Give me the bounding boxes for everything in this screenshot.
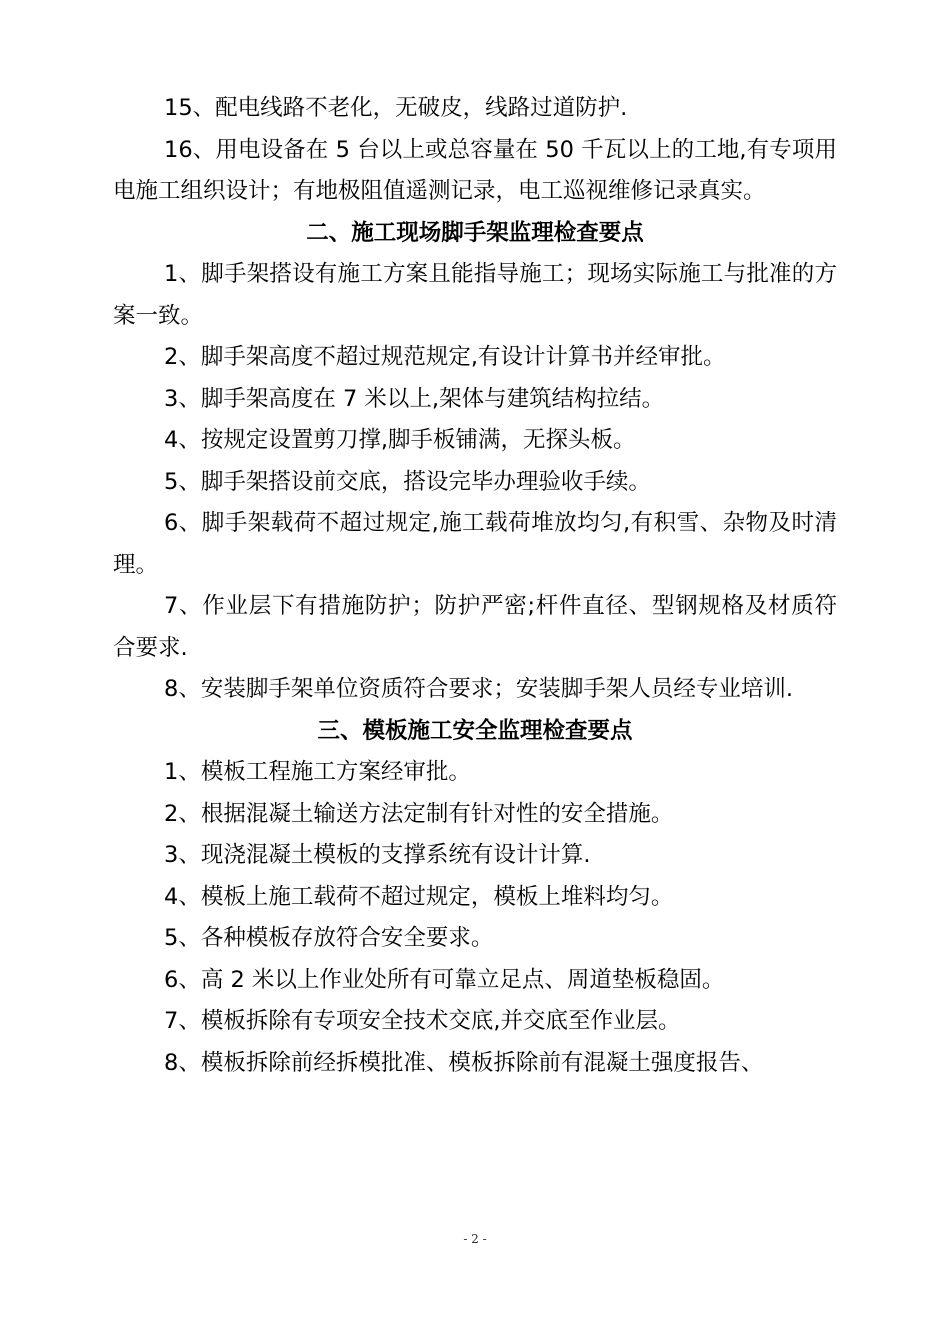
list-item: 5、各种模板存放符合安全要求。 [164, 925, 494, 951]
paragraph: 15、配电线路不老化，无破皮，线路过道防护. [164, 95, 628, 121]
list-item: 3、现浇混凝土模板的支撑系统有设计计算. [164, 842, 591, 868]
page-number: - 2 - [463, 1232, 487, 1246]
list-item: 5、脚手架搭设前交底，搭设完毕办理验收手续。 [164, 468, 651, 495]
list-item: 1、模板工程施工方案经审批。 [164, 759, 471, 785]
list-item: 6、高 2 米以上作业处所有可靠立足点、周道垫板稳固。 [164, 966, 725, 993]
section-heading-formwork: 三、模板施工安全监理检查要点 [317, 717, 633, 744]
list-item: 2、根据混凝土输送方法定制有针对性的安全措施。 [164, 800, 674, 827]
list-item: 4、按规定设置剪刀撑,脚手板铺满，无探头板。 [164, 427, 636, 453]
list-item: 8、模板拆除前经拆模批准、模板拆除前有混凝土强度报告、 [164, 1049, 764, 1076]
list-item: 3、脚手架高度在 7 米以上,架体与建筑结构拉结。 [164, 385, 665, 412]
list-item: 7、模板拆除有专项安全技术交底,并交底至作业层。 [164, 1008, 681, 1034]
list-item: 4、模板上施工载荷不超过规定，模板上堆料均匀。 [164, 883, 674, 910]
document-body [113, 88, 837, 1084]
list-item: 8、安装脚手架单位资质符合要求；安装脚手架人员经专业培训. [164, 676, 793, 702]
list-item: 7、作业层下有措施防护；防护严密;杆件直径、型钢规格及材质符合要求. [113, 593, 837, 661]
list-item: 2、脚手架高度不超过规范规定,有设计计算书并经审批。 [164, 344, 726, 370]
list-item: 1、脚手架搭设有施工方案且能指导施工；现场实际施工与批准的方案一致。 [113, 261, 837, 329]
paragraph: 16、用电设备在 5 台以上或总容量在 50 千瓦以上的工地,有专项用电施工组织设计；有地极阻值遥测记录，电工巡视维修记录真实。 [113, 136, 837, 204]
section-heading-scaffold: 二、施工现场脚手架监理检查要点 [306, 219, 644, 246]
list-item: 6、脚手架载荷不超过规定,施工载荷堆放均匀,有积雪、杂物及时清理。 [113, 510, 837, 578]
